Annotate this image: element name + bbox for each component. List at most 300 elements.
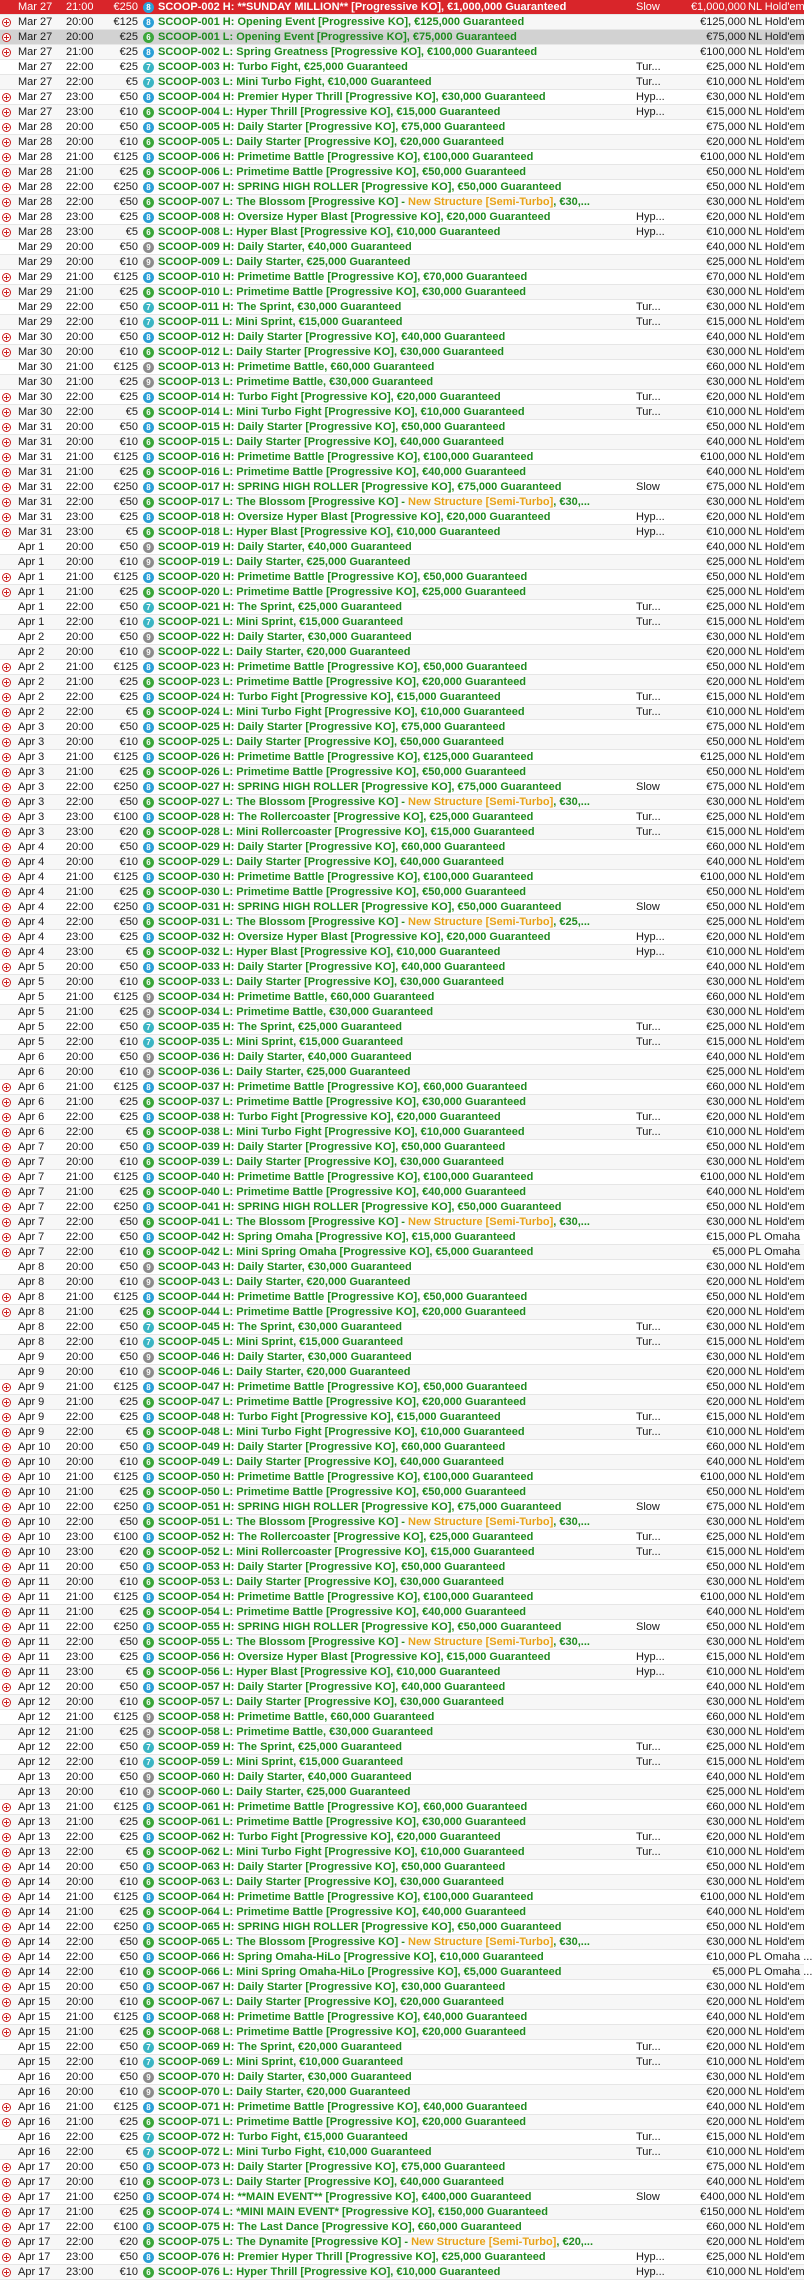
tournament-row[interactable] [0,1635,804,1650]
register-plus-icon[interactable] [2,408,11,417]
register-plus-icon[interactable] [2,1983,11,1992]
tournament-row[interactable] [0,1260,804,1275]
register-plus-icon[interactable] [2,1113,11,1122]
tournament-row[interactable] [0,375,804,390]
tournament-row[interactable] [0,285,804,300]
tournament-row[interactable] [0,2265,804,2280]
register-plus-icon[interactable] [2,1308,11,1317]
tournament-row[interactable] [0,255,804,270]
register-plus-icon[interactable] [2,1233,11,1242]
tournament-row[interactable] [0,1995,804,2010]
register-plus-icon[interactable] [2,1938,11,1947]
tournament-row[interactable] [0,1695,804,1710]
register-plus-icon[interactable] [2,1653,11,1662]
tournament-row[interactable] [0,1170,804,1185]
tournament-row[interactable] [0,2055,804,2070]
tournament-row[interactable] [0,1965,812,1980]
register-plus-icon[interactable] [2,933,11,942]
register-plus-icon[interactable] [2,1818,11,1827]
structure-note: New Structure [Semi-Turbo] [408,1936,554,1948]
register-plus-icon[interactable] [2,483,11,492]
tournament-date: Apr 7 [18,1156,45,1168]
tournament-row[interactable] [0,1665,804,1680]
tournament-row[interactable] [0,1080,804,1095]
tournament-row[interactable] [0,900,804,915]
register-plus-icon[interactable] [2,273,11,282]
register-plus-icon[interactable] [2,2163,11,2172]
register-plus-icon[interactable] [2,468,11,477]
tournament-row[interactable] [0,1305,804,1320]
tournament-row[interactable] [0,1095,804,1110]
tournament-name-part: , €30,... [553,496,590,508]
register-plus-icon[interactable] [2,438,11,447]
register-plus-icon[interactable] [2,738,11,747]
tournament-guarantee: €15,000 [706,1036,746,1048]
tournament-buyin: €10 [119,736,138,748]
tournament-row[interactable] [0,1470,804,1485]
register-plus-icon[interactable] [2,1398,11,1407]
tournament-row[interactable] [0,495,804,510]
register-plus-icon[interactable] [2,213,11,222]
register-plus-icon[interactable] [2,183,11,192]
register-plus-icon[interactable] [2,1608,11,1617]
register-plus-icon[interactable] [2,2028,11,2037]
tournament-row[interactable] [0,435,804,450]
register-plus-icon[interactable] [2,1503,11,1512]
register-plus-icon[interactable] [2,1203,11,1212]
register-plus-icon[interactable] [2,1698,11,1707]
register-plus-icon[interactable] [2,1968,11,1977]
tournament-row[interactable] [0,555,804,570]
register-plus-icon[interactable] [2,1383,11,1392]
tournament-row[interactable] [0,825,804,840]
tournament-row[interactable] [0,315,804,330]
register-plus-icon[interactable] [2,2013,11,2022]
register-plus-icon[interactable] [2,513,11,522]
tournament-row[interactable] [0,60,804,75]
tournament-row[interactable] [0,2220,804,2235]
register-plus-icon[interactable] [2,1128,11,1137]
tournament-row[interactable] [0,885,804,900]
tournament-row[interactable] [0,1800,804,1815]
register-plus-icon[interactable] [2,138,11,147]
register-plus-icon[interactable] [2,663,11,672]
register-plus-icon[interactable] [2,453,11,462]
tournament-row[interactable] [0,675,804,690]
tournament-row[interactable] [0,135,804,150]
tournament-row[interactable] [0,420,804,435]
tournament-row[interactable] [0,1860,804,1875]
register-plus-icon[interactable] [2,813,11,822]
tournament-row[interactable] [0,15,804,30]
register-plus-icon[interactable] [2,708,11,717]
tournament-row[interactable] [0,2085,804,2100]
register-plus-icon[interactable] [2,1623,11,1632]
tournament-row[interactable] [0,765,804,780]
tournament-row[interactable] [0,75,804,90]
register-plus-icon[interactable] [2,753,11,762]
register-plus-icon[interactable] [2,1593,11,1602]
tournament-row[interactable] [0,690,804,705]
tournament-row[interactable] [0,1605,804,1620]
tournament-row[interactable] [0,1275,804,1290]
register-plus-icon[interactable] [2,843,11,852]
badge-cell [143,1170,157,1185]
register-plus-icon[interactable] [2,423,11,432]
register-plus-icon[interactable] [2,2208,11,2217]
tournament-row[interactable] [0,405,804,420]
tournament-row[interactable] [0,1890,804,1905]
register-plus-icon[interactable] [2,1173,11,1182]
tournament-row[interactable] [0,1215,804,1230]
tournament-row[interactable] [0,1290,804,1305]
register-plus-icon[interactable] [2,93,11,102]
tournament-game: NL Hold'em [748,2176,805,2188]
tournament-row[interactable] [0,585,804,600]
register-plus-icon[interactable] [2,1533,11,1542]
tournament-row[interactable] [0,1845,804,1860]
register-plus-icon[interactable] [2,1563,11,1572]
tournament-row[interactable] [0,45,804,60]
tournament-row[interactable] [0,2115,804,2130]
register-plus-icon[interactable] [2,348,11,357]
tournament-row[interactable] [0,1500,804,1515]
tournament-row[interactable] [0,2145,804,2160]
tournament-row[interactable] [0,1455,804,1470]
register-plus-icon[interactable] [2,2268,11,2277]
tournament-guarantee: €10,000 [706,526,746,538]
tournament-row[interactable] [0,1920,804,1935]
register-plus-icon[interactable] [2,1143,11,1152]
tournament-row[interactable] [0,1185,804,1200]
tournament-row[interactable] [0,1740,804,1755]
tournament-row[interactable] [0,2070,804,2085]
tournament-buyin: €25 [119,2116,138,2128]
register-plus-icon[interactable] [2,2238,11,2247]
tournament-row[interactable] [0,2250,804,2265]
register-plus-icon[interactable] [2,1878,11,1887]
register-plus-icon[interactable] [2,828,11,837]
tournament-row[interactable] [0,450,804,465]
tournament-row[interactable] [0,1380,804,1395]
register-plus-icon[interactable] [2,1833,11,1842]
register-plus-icon[interactable] [2,1473,11,1482]
register-plus-icon[interactable] [2,873,11,882]
tournament-row[interactable] [0,165,804,180]
tournament-name-part: SCOOP-012 H: Daily Starter [Progressive KO], €40,000 Guaranteed [158,331,506,343]
tournament-row[interactable] [0,270,804,285]
tournament-row[interactable] [0,390,804,405]
tournament-row[interactable] [0,1140,804,1155]
register-plus-icon[interactable] [2,1458,11,1467]
register-plus-icon[interactable] [2,2178,11,2187]
register-plus-icon[interactable] [2,963,11,972]
register-plus-icon[interactable] [2,2193,11,2202]
register-plus-icon[interactable] [2,1548,11,1557]
tournament-row[interactable] [0,1650,804,1665]
tournament-row[interactable] [0,975,804,990]
tournament-row[interactable] [0,1020,804,1035]
tournament-row[interactable] [0,840,804,855]
tournament-row[interactable] [0,1005,804,1020]
register-plus-icon[interactable] [2,1848,11,1857]
tournament-row[interactable] [0,1560,804,1575]
register-plus-icon[interactable] [2,693,11,702]
tournament-row[interactable] [0,600,804,615]
tournament-game: NL Hold'em [748,316,805,328]
tournament-row[interactable] [0,2190,804,2205]
tournament-row[interactable] [0,1050,804,1065]
tournament-row[interactable] [0,1035,804,1050]
tournament-row[interactable] [0,915,804,930]
tournament-row[interactable] [0,2025,804,2040]
tournament-time: 21:00 [66,1486,94,1498]
register-plus-icon[interactable] [2,108,11,117]
tournament-time: 23:00 [66,1546,94,1558]
tournament-row[interactable] [0,1350,804,1365]
register-plus-icon[interactable] [2,1908,11,1917]
tournament-row[interactable] [0,345,804,360]
tournament-row[interactable] [0,1680,804,1695]
tournament-guarantee: €30,000 [706,1876,746,1888]
register-plus-icon[interactable] [2,1518,11,1527]
register-plus-icon[interactable] [2,1998,11,2007]
register-plus-icon[interactable] [2,1413,11,1422]
tournament-row[interactable] [0,1335,804,1350]
tournament-row[interactable] [0,1230,804,1245]
tournament-row[interactable] [0,750,804,765]
register-plus-icon[interactable] [2,948,11,957]
tournament-row[interactable] [0,480,804,495]
register-plus-icon[interactable] [2,1803,11,1812]
register-plus-icon[interactable] [2,768,11,777]
tournament-row[interactable] [0,1245,804,1260]
tournament-row[interactable] [0,195,804,210]
tournament-row[interactable] [0,705,804,720]
register-plus-icon[interactable] [2,1083,11,1092]
tournament-buyin: €125 [113,451,138,463]
tournament-row[interactable] [0,1830,804,1845]
register-plus-icon[interactable] [2,783,11,792]
tournament-name-part: SCOOP-010 L: Primetime Battle [Progressive KO], €30,000 Guaranteed [158,286,527,298]
tournament-row[interactable] [0,465,804,480]
register-plus-icon[interactable] [2,18,11,27]
register-plus-icon[interactable] [2,198,11,207]
tournament-row[interactable] [0,1935,804,1950]
tournament-row[interactable] [0,1725,804,1740]
register-plus-icon[interactable] [2,573,11,582]
tournament-row[interactable] [0,1395,804,1410]
tournament-row[interactable] [0,240,804,255]
tournament-row[interactable] [0,1575,804,1590]
register-plus-icon[interactable] [2,2223,11,2232]
tournament-row[interactable] [0,795,804,810]
tournament-row[interactable] [0,300,804,315]
tournament-row[interactable] [0,510,804,525]
register-plus-icon[interactable] [2,1218,11,1227]
tournament-row[interactable] [0,1155,804,1170]
register-plus-icon[interactable] [2,1428,11,1437]
register-plus-icon[interactable] [2,1668,11,1677]
register-plus-icon[interactable] [2,1248,11,1257]
register-plus-icon[interactable] [2,1488,11,1497]
tournament-row[interactable] [0,1110,804,1125]
tournament-row[interactable] [0,2205,804,2220]
tournament-row[interactable] [0,2175,804,2190]
tournament-row[interactable] [0,2160,804,2175]
tournament-row[interactable] [0,2100,804,2115]
tournament-row[interactable] [0,0,804,15]
register-plus-icon[interactable] [2,1863,11,1872]
tournament-row[interactable] [0,1815,804,1830]
tournament-guarantee: €50,000 [706,166,746,178]
tournament-row[interactable] [0,570,804,585]
tournament-row[interactable] [0,1515,804,1530]
register-plus-icon[interactable] [2,2103,11,2112]
tournament-row[interactable] [0,855,804,870]
register-plus-icon[interactable] [2,888,11,897]
tournament-row[interactable] [0,1410,804,1425]
tournament-row[interactable] [0,2130,804,2145]
tournament-row[interactable] [0,2040,804,2055]
tournament-name [158,765,633,780]
register-plus-icon[interactable] [2,798,11,807]
event-badge-icon: 7 [143,1037,154,1048]
tournament-time: 20:00 [66,1066,94,1078]
tournament-row[interactable] [0,1905,804,1920]
tournament-row[interactable] [0,30,804,45]
tournament-row[interactable] [0,105,804,120]
tournament-row[interactable] [0,1980,804,1995]
register-plus-icon[interactable] [2,498,11,507]
tournament-row[interactable] [0,870,804,885]
tournament-row[interactable] [0,1590,804,1605]
register-plus-icon[interactable] [2,678,11,687]
tournament-row[interactable] [0,945,804,960]
tournament-row[interactable] [0,2235,804,2250]
tournament-row[interactable] [0,1440,804,1455]
tournament-time: 22:00 [66,1231,94,1243]
tournament-row[interactable] [0,735,804,750]
register-plus-icon[interactable] [2,228,11,237]
tournament-guarantee: €10,000 [706,76,746,88]
tournament-row[interactable] [0,1320,804,1335]
register-plus-icon[interactable] [2,1953,11,1962]
tournament-row[interactable] [0,810,804,825]
register-plus-icon[interactable] [2,153,11,162]
tournament-time: 22:00 [66,1111,94,1123]
register-plus-icon[interactable] [2,918,11,927]
register-plus-icon[interactable] [2,393,11,402]
tournament-row[interactable] [0,525,804,540]
tournament-row[interactable] [0,210,804,225]
badge-cell [143,1035,157,1050]
tournament-row[interactable] [0,1065,804,1080]
register-plus-icon[interactable] [2,48,11,57]
register-plus-icon[interactable] [2,1443,11,1452]
register-plus-icon[interactable] [2,1098,11,1107]
tournament-row[interactable] [0,1125,804,1140]
register-plus-icon[interactable] [2,2118,11,2127]
tournament-row[interactable] [0,660,804,675]
register-plus-icon[interactable] [2,1158,11,1167]
tournament-guarantee: €70,000 [706,271,746,283]
badge-cell [143,165,157,180]
tournament-row[interactable] [0,360,804,375]
tournament-row[interactable] [0,780,804,795]
tournament-date: Apr 10 [18,1471,51,1483]
tournament-row[interactable] [0,225,804,240]
register-plus-icon[interactable] [2,723,11,732]
tournament-buyin: €5 [125,406,138,418]
tournament-row[interactable] [0,540,804,555]
register-plus-icon[interactable] [2,1683,11,1692]
tournament-row[interactable] [0,990,804,1005]
tournament-guarantee: €30,000 [706,301,746,313]
register-plus-icon[interactable] [2,1578,11,1587]
tournament-row[interactable] [0,930,804,945]
tournament-row[interactable] [0,960,804,975]
register-plus-icon[interactable] [2,168,11,177]
tournament-row[interactable] [0,1875,804,1890]
tournament-row[interactable] [0,90,804,105]
tournament-row[interactable] [0,1200,804,1215]
tournament-row[interactable] [0,180,804,195]
register-plus-icon[interactable] [2,588,11,597]
tournament-row[interactable] [0,1365,804,1380]
tournament-speed: Hyp... [636,931,665,943]
tournament-game: NL Hold'em [748,16,805,28]
tournament-row[interactable] [0,1710,804,1725]
register-plus-icon[interactable] [2,288,11,297]
register-plus-icon[interactable] [2,903,11,912]
register-plus-icon[interactable] [2,123,11,132]
register-plus-icon[interactable] [2,333,11,342]
tournament-row[interactable] [0,150,804,165]
tournament-row[interactable] [0,1530,804,1545]
tournament-row[interactable] [0,1785,804,1800]
tournament-row[interactable] [0,630,804,645]
tournament-date: Mar 29 [18,301,53,313]
register-plus-icon[interactable] [2,1893,11,1902]
tournament-row[interactable] [0,720,804,735]
register-plus-icon[interactable] [2,2253,11,2262]
register-plus-icon[interactable] [2,978,11,987]
tournament-row[interactable] [0,615,804,630]
tournament-row[interactable] [0,1620,804,1635]
tournament-row[interactable] [0,120,804,135]
tournament-speed: Slow [636,2191,660,2203]
tournament-row[interactable] [0,1545,804,1560]
register-plus-icon[interactable] [2,33,11,42]
tournament-game: NL Hold'em [748,1861,805,1873]
tournament-row[interactable] [0,645,804,660]
register-plus-icon[interactable] [2,858,11,867]
tournament-row[interactable] [0,2010,804,2025]
tournament-row[interactable] [0,1755,804,1770]
register-plus-icon[interactable] [2,1293,11,1302]
tournament-date: Apr 17 [18,2236,51,2248]
tournament-row[interactable] [0,1950,812,1965]
register-plus-icon[interactable] [2,1923,11,1932]
register-plus-icon[interactable] [2,1638,11,1647]
register-plus-icon[interactable] [2,1188,11,1197]
tournament-row[interactable] [0,330,804,345]
register-plus-icon[interactable] [2,528,11,537]
tournament-row[interactable] [0,1485,804,1500]
tournament-row[interactable] [0,1770,804,1785]
tournament-row[interactable] [0,1425,804,1440]
